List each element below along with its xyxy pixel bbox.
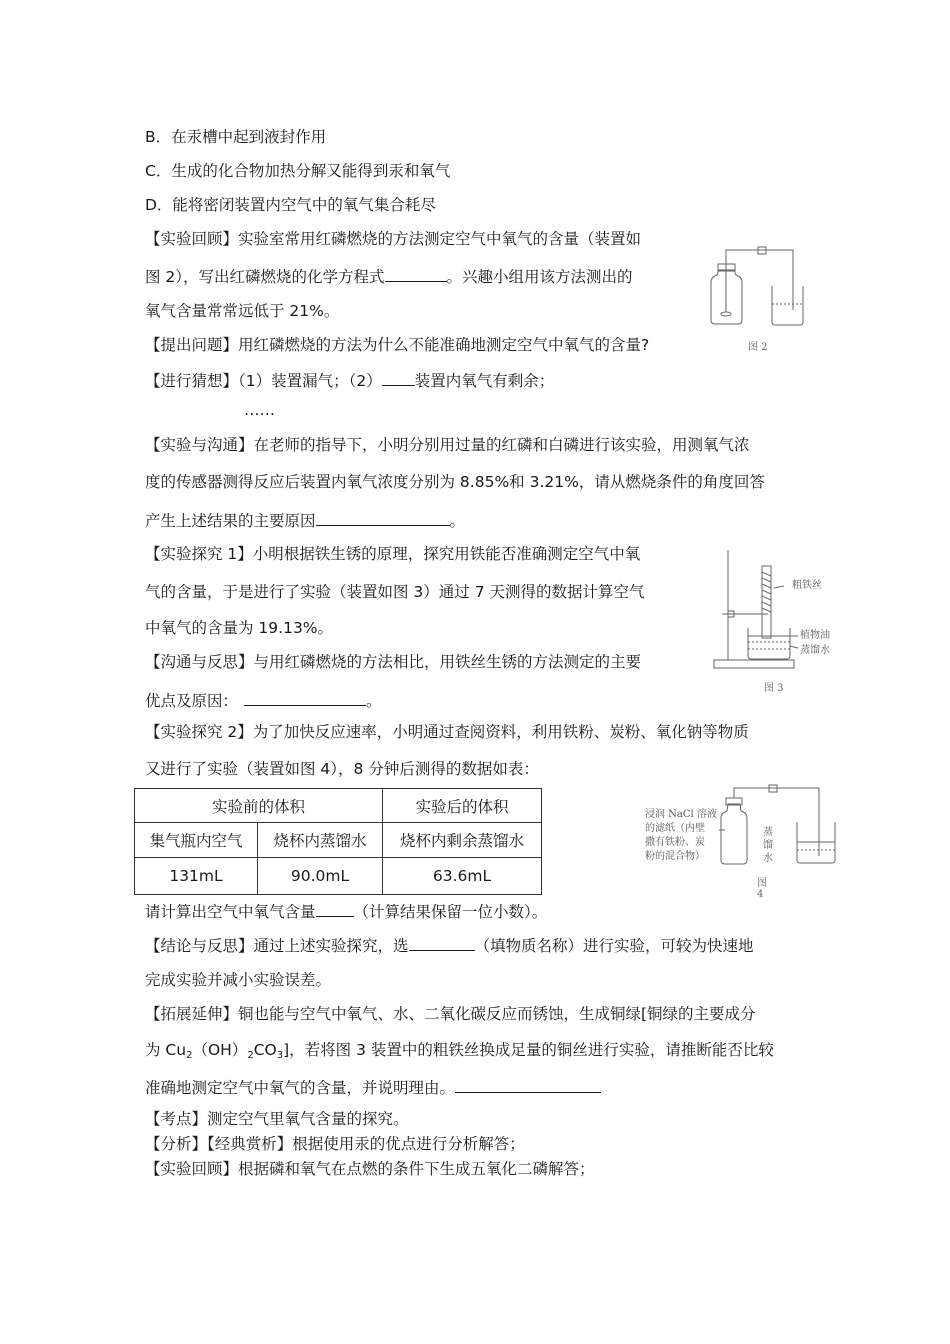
answer-blank-reason xyxy=(316,508,450,526)
calc-line xyxy=(145,899,547,923)
figure-3-drawing xyxy=(712,548,802,670)
figure-4-label-paper-2: 的滤纸（内壁 xyxy=(645,823,705,834)
extend-sub-2b: 2 xyxy=(247,1050,254,1061)
extend-line-2a: 为 Cu xyxy=(145,1041,187,1059)
communicate-line-3 xyxy=(145,508,465,532)
reflect-line-2a: 优点及原因： xyxy=(145,692,239,710)
extend-line-3 xyxy=(145,1075,601,1099)
communicate-line-3a: 产生上述结果的主要原因 xyxy=(145,512,316,530)
answer-blank-copper xyxy=(455,1075,601,1093)
guess-line xyxy=(145,368,554,392)
answer-blank-substance xyxy=(409,933,475,951)
figure-2-drawing xyxy=(708,242,808,327)
table-col-remaining-water: 烧杯内剩余蒸馏水 xyxy=(383,823,542,858)
reflect-line-2 xyxy=(145,688,382,712)
analysis-analyze: 【分析】【经典赏析】根据使用汞的优点进行分析解答； xyxy=(145,1135,525,1153)
figure-3-label-oil: 植物油 xyxy=(800,630,830,641)
extend-line-2c: CO xyxy=(253,1041,277,1059)
table-cell-air-volume: 131mL xyxy=(135,858,258,895)
extend-line-2 xyxy=(145,1039,774,1067)
figure-3-label-wire: 粗铁丝 xyxy=(792,580,822,591)
figure-4-label-paper-3: 撒有铁粉、炭 xyxy=(645,837,705,848)
table-cell-remaining-volume: 63.6mL xyxy=(383,858,542,895)
communicate-line-1: 【实验与沟通】在老师的指导下，小明分别用过量的红磷和白磷进行该实验，用测氧气浓 xyxy=(145,436,750,454)
figure-4-caption: 图 4 xyxy=(757,878,767,900)
figure-2 xyxy=(708,242,808,353)
explore2-line-1: 【实验探究 2】为了加快反应速率，小明通过查阅资料，利用铁粉、炭粉、氧化钠等物质 xyxy=(145,723,749,741)
conclusion-line-1a: 【结论与反思】通过上述实验探究，选 xyxy=(145,937,409,955)
answer-blank-equation xyxy=(385,264,447,282)
answer-blank-guess xyxy=(382,368,415,386)
review-line-2a: 图 2），写出红磷燃烧的化学方程式 xyxy=(145,268,385,286)
reflect-line-1: 【沟通与反思】与用红磷燃烧的方法相比，用铁丝生锈的方法测定的主要 xyxy=(145,653,642,671)
figure-3-caption: 图 3 xyxy=(764,683,784,694)
table-header-after: 实验后的体积 xyxy=(383,789,542,823)
communicate-line-2: 度的传感器测得反应后装置内氧气浓度分别为 8.85%和 3.21%，请从燃烧条件的角度回答 xyxy=(145,473,765,491)
answer-blank-oxygen-content xyxy=(316,899,354,917)
review-line-1: 【实验回顾】实验室常用红磷燃烧的方法测定空气中氧气的含量（装置如 xyxy=(145,230,642,248)
extend-sub-3: 3 xyxy=(276,1050,284,1061)
figure-3-label-water: 蒸馏水 xyxy=(800,645,830,656)
extend-line-2b: （OH） xyxy=(192,1041,248,1059)
guess-ellipsis: …… xyxy=(244,401,275,419)
review-line-2 xyxy=(145,264,633,288)
question-line: 【提出问题】用红磷燃烧的方法为什么不能准确地测定空气中氧气的含量? xyxy=(145,336,650,354)
communicate-line-3b: 。 xyxy=(449,512,466,530)
explore1-line-1: 【实验探究 1】小明根据铁生锈的原理，探究用铁能否准确测定空气中氧 xyxy=(145,545,641,563)
answer-blank-advantage xyxy=(244,688,366,706)
figure-4-label-water-1: 蒸 xyxy=(763,827,773,838)
figure-4-label-water-2: 馏 xyxy=(763,840,773,851)
explore1-line-3: 中氧气的含量为 19.13%。 xyxy=(145,619,334,637)
explore2-line-2: 又进行了实验（装置如图 4），8 分钟后测得的数据如表： xyxy=(145,760,539,778)
review-line-2b: 。兴趣小组用该方法测出的 xyxy=(446,268,633,286)
conclusion-line-1b: （填物质名称）进行实验，可较为快速地 xyxy=(474,937,754,955)
figure-4-label-paper-1: 浸润 NaCl 溶液 xyxy=(645,809,717,820)
analysis-point: 【考点】测定空气里氧气含量的探究。 xyxy=(145,1110,409,1128)
figure-4-label-paper-4: 粉的混合物） xyxy=(645,851,705,862)
extend-line-3-text: 准确地测定空气中氧气的含量，并说明理由。 xyxy=(145,1079,456,1097)
conclusion-line-2: 完成实验并减小实验误差。 xyxy=(145,971,332,989)
table-col-gas-bottle: 集气瓶内空气 xyxy=(135,823,258,858)
option-d: D．能将密闭装置内空气中的氧气集合耗尽 xyxy=(145,196,436,214)
figure-3 xyxy=(712,548,830,694)
guess-a: 【进行猜想】（1）装置漏气；（2） xyxy=(145,372,382,390)
table-cell-water-volume: 90.0mL xyxy=(258,858,383,895)
calc-b: （计算结果保留一位小数）。 xyxy=(353,903,548,921)
reflect-line-2b: 。 xyxy=(366,692,382,710)
guess-b: 装置内氧气有剩余； xyxy=(414,372,555,390)
conclusion-line-1 xyxy=(145,933,754,957)
figure-2-caption: 图 2 xyxy=(748,342,768,353)
extend-line-2d: ]，若将图 3 装置中的粗铁丝换成足量的铜丝进行实验，请推断能否比较 xyxy=(283,1041,774,1059)
extend-sub-2: 2 xyxy=(186,1050,193,1061)
data-table xyxy=(134,788,542,895)
analysis-review: 【实验回顾】根据磷和氧气在点燃的条件下生成五氧化二磷解答； xyxy=(145,1160,595,1178)
option-c: C．生成的化合物加热分解又能得到汞和氧气 xyxy=(145,162,451,180)
explore1-line-2: 气的含量，于是进行了实验（装置如图 3）通过 7 天测得的数据计算空气 xyxy=(145,583,645,601)
figure-4-label-water-3: 水 xyxy=(763,853,773,864)
table-header-before: 实验前的体积 xyxy=(135,789,383,823)
review-line-3: 氧气含量常常远低于 21%。 xyxy=(145,302,340,320)
calc-a: 请计算出空气中氧气含量 xyxy=(145,903,316,921)
figure-4-drawing xyxy=(711,780,861,870)
option-b: B．在汞槽中起到液封作用 xyxy=(145,128,327,146)
table-col-beaker-water: 烧杯内蒸馏水 xyxy=(258,823,383,858)
extend-line-1: 【拓展延伸】铜也能与空气中氧气、水、二氧化碳反应而锈蚀，生成铜绿[铜绿的主要成分 xyxy=(145,1005,756,1023)
